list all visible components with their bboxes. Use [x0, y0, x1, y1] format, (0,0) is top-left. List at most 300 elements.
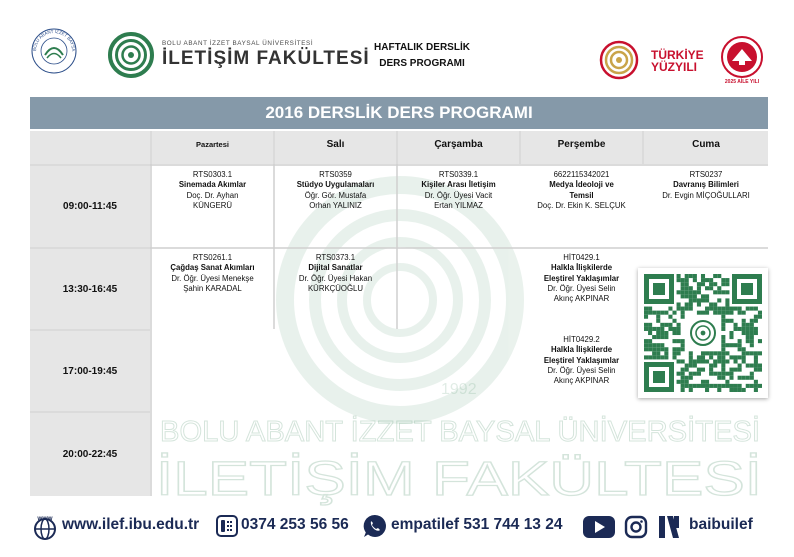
qr-module: [656, 315, 660, 319]
qr-module: [644, 307, 648, 311]
qr-module: [693, 294, 697, 298]
qr-module: [729, 311, 733, 315]
instagram-icon[interactable]: [624, 515, 648, 539]
qr-module: [729, 368, 733, 372]
qr-module: [721, 307, 725, 311]
qr-module: [697, 368, 701, 372]
qr-module: [729, 372, 733, 376]
qr-module: [664, 355, 668, 359]
qr-module: [652, 327, 656, 331]
qr-module: [701, 359, 705, 363]
qr-module: [681, 339, 685, 343]
qr-module: [705, 380, 709, 384]
qr-module: [734, 368, 738, 372]
qr-module: [697, 359, 701, 363]
qr-module: [725, 351, 729, 355]
qr-module: [677, 290, 681, 294]
qr-module: [644, 327, 648, 331]
qr-module: [672, 339, 676, 343]
qr-module: [713, 274, 717, 278]
qr-module: [725, 343, 729, 347]
course-teacher: Dr. Öğr. Üyesi Menekşe: [171, 273, 254, 283]
qr-module: [721, 343, 725, 347]
website-link[interactable]: www.ilef.ibu.edu.tr: [62, 516, 200, 533]
course-teacher: Akınç AKPINAR: [553, 294, 610, 304]
qr-module: [648, 343, 652, 347]
qr-module: [660, 311, 664, 315]
qr-module: [705, 286, 709, 290]
qr-module: [713, 384, 717, 388]
qr-module: [705, 278, 709, 282]
qr-module: [750, 331, 754, 335]
qr-module: [689, 364, 693, 368]
qr-module: [746, 331, 750, 335]
qr-module: [750, 339, 754, 343]
qr-module: [701, 274, 705, 278]
course-teacher: Akınç AKPINAR: [553, 376, 610, 386]
course-code: RTS0303.1: [192, 170, 233, 179]
qr-module: [693, 359, 697, 363]
qr-module: [705, 359, 709, 363]
qr-module: [648, 355, 652, 359]
qr-module: [672, 327, 676, 331]
course-name-continued: Eleştirel Yaklaşımlar: [543, 273, 620, 283]
qr-module: [746, 351, 750, 355]
qr-code[interactable]: [638, 268, 768, 398]
qr-module: [758, 351, 762, 355]
qr-module: [721, 278, 725, 282]
course-code: RTS0373.1: [315, 253, 356, 262]
qr-module: [656, 355, 660, 359]
qr-module: [681, 315, 685, 319]
qr-module: [721, 384, 725, 388]
qr-module: [742, 319, 746, 323]
nsosyal-icon[interactable]: [656, 514, 682, 540]
qr-module: [672, 311, 676, 315]
qr-module: [742, 323, 746, 327]
qr-module: [677, 339, 681, 343]
qr-module: [721, 311, 725, 315]
qr-module: [656, 347, 660, 351]
qr-module: [721, 290, 725, 294]
qr-module: [709, 282, 713, 286]
course-code: RTS0237: [689, 170, 723, 179]
qr-module: [664, 351, 668, 355]
qr-module: [738, 355, 742, 359]
qr-module: [717, 388, 721, 392]
qr-module: [697, 372, 701, 376]
qr-module: [758, 311, 762, 315]
qr-module: [681, 376, 685, 380]
qr-module: [713, 290, 717, 294]
watermark-year: 1992: [441, 381, 477, 398]
time-slot-4: 20:00-22:45: [30, 413, 150, 496]
qr-module: [729, 319, 733, 323]
qr-module: [738, 327, 742, 331]
qr-module: [656, 335, 660, 339]
qr-module: [721, 355, 725, 359]
qr-module: [681, 282, 685, 286]
qr-module: [750, 351, 754, 355]
qr-module: [681, 372, 685, 376]
qr-module: [754, 351, 758, 355]
time-slot-2: 13:30-16:45: [30, 249, 150, 329]
qr-module: [717, 311, 721, 315]
qr-module: [750, 343, 754, 347]
qr-module: [664, 335, 668, 339]
qr-module: [750, 323, 754, 327]
qr-module: [729, 376, 733, 380]
qr-module: [652, 335, 656, 339]
qr-module: [734, 355, 738, 359]
qr-module: [721, 282, 725, 286]
qr-module: [689, 388, 693, 392]
qr-module: [685, 380, 689, 384]
yuzyili-line: YÜZYILI: [651, 60, 698, 74]
qr-module: [709, 351, 713, 355]
qr-module: [721, 315, 725, 319]
qr-module: [656, 311, 660, 315]
qr-module: [713, 364, 717, 368]
qr-module: [648, 307, 652, 311]
qr-module: [689, 384, 693, 388]
qr-module: [754, 380, 758, 384]
qr-module: [709, 355, 713, 359]
qr-module: [672, 331, 676, 335]
qr-module: [701, 294, 705, 298]
qr-module: [648, 331, 652, 335]
qr-module: [660, 347, 664, 351]
qr-module: [693, 278, 697, 282]
time-slot-3: 17:00-19:45: [30, 331, 150, 411]
qr-module: [677, 372, 681, 376]
qr-module: [750, 384, 754, 388]
qr-module: [656, 343, 660, 347]
qr-module: [693, 364, 697, 368]
family-year-logo-icon: [717, 33, 767, 85]
qr-module: [709, 368, 713, 372]
qr-module: [729, 384, 733, 388]
qr-module: [681, 359, 685, 363]
qr-module: [681, 368, 685, 372]
qr-module: [656, 327, 660, 331]
qr-module: [725, 372, 729, 376]
qr-module: [717, 286, 721, 290]
qr-module: [644, 355, 648, 359]
qr-module: [721, 347, 725, 351]
faculty-logo-icon: [107, 31, 155, 79]
qr-module: [725, 278, 729, 282]
qr-module: [672, 347, 676, 351]
qr-module: [681, 380, 685, 384]
qr-module: [705, 307, 709, 311]
qr-module: [685, 294, 689, 298]
qr-module: [648, 339, 652, 343]
qr-module: [758, 315, 762, 319]
qr-module: [677, 359, 681, 363]
qr-module: [742, 327, 746, 331]
qr-module: [717, 384, 721, 388]
qr-module: [681, 290, 685, 294]
youtube-icon[interactable]: [582, 515, 616, 539]
course-teacher: Dr. Öğr. Üyesi Selin: [547, 283, 616, 293]
qr-module: [721, 327, 725, 331]
qr-module: [689, 274, 693, 278]
qr-module: [754, 327, 758, 331]
qr-module: [677, 327, 681, 331]
globe-icon-label: www: [37, 515, 53, 522]
qr-module: [685, 278, 689, 282]
qr-module: [721, 323, 725, 327]
qr-module: [717, 290, 721, 294]
qr-module: [717, 351, 721, 355]
course-name-continued: Temsil: [569, 190, 594, 200]
qr-module: [738, 339, 742, 343]
qr-module: [721, 335, 725, 339]
qr-module: [677, 274, 681, 278]
qr-module: [725, 319, 729, 323]
qr-module: [685, 290, 689, 294]
qr-module: [701, 384, 705, 388]
course-name: Halkla İlişkilerde: [550, 263, 613, 273]
course-teacher: KÜNGERÜ: [193, 200, 232, 210]
qr-module: [738, 343, 742, 347]
qr-module: [750, 372, 754, 376]
qr-module: [705, 311, 709, 315]
qr-module: [742, 388, 746, 392]
qr-module: [713, 359, 717, 363]
qr-module: [697, 384, 701, 388]
qr-module: [685, 307, 689, 311]
qr-module: [725, 290, 729, 294]
qr-module: [717, 359, 721, 363]
qr-module: [689, 351, 693, 355]
qr-module: [717, 376, 721, 380]
qr-module: [689, 290, 693, 294]
document-title-line1: HAFTALIK DERSLİK: [374, 42, 470, 53]
qr-module: [697, 298, 701, 302]
day-header-friday: Cuma: [644, 131, 768, 164]
qr-module: [709, 307, 713, 311]
qr-module: [734, 384, 738, 388]
qr-module: [689, 294, 693, 298]
qr-module: [693, 274, 697, 278]
course-code: HİT0429.1: [563, 253, 600, 262]
qr-module: [652, 355, 656, 359]
course-teacher: Orhan YALINIZ: [309, 200, 362, 210]
document-title: [372, 40, 472, 72]
qr-module: [660, 327, 664, 331]
qr-module: [738, 311, 742, 315]
qr-module: [697, 302, 701, 306]
qr-module: [725, 298, 729, 302]
qr-module: [709, 302, 713, 306]
turkiye-yuzyili-logo-icon: [597, 38, 649, 82]
qr-module: [660, 331, 664, 335]
phone-icon: [215, 514, 239, 538]
course-code: RTS0261.1: [192, 253, 233, 262]
day-header-monday: Pazartesi: [152, 131, 273, 164]
course-teacher: Dr. Evgin MİÇOĞULLARI: [662, 190, 750, 200]
qr-module: [721, 319, 725, 323]
course-name: Halkla İlişkilerde: [550, 345, 613, 355]
qr-module: [693, 298, 697, 302]
university-seal-icon: [30, 27, 78, 75]
qr-module: [668, 315, 672, 319]
qr-module: [750, 364, 754, 368]
qr-module: [697, 286, 701, 290]
qr-module: [660, 335, 664, 339]
qr-module: [652, 351, 656, 355]
qr-module: [729, 388, 733, 392]
qr-module: [689, 372, 693, 376]
qr-module: [713, 311, 717, 315]
course-code: RTS0339.1: [438, 170, 479, 179]
qr-module: [672, 319, 676, 323]
qr-module: [648, 327, 652, 331]
social-handle[interactable]: baibuilef: [689, 516, 753, 533]
qr-module: [644, 323, 648, 327]
qr-module: [644, 343, 648, 347]
course-name: Sinemada Akımlar: [178, 180, 247, 190]
qr-module: [677, 307, 681, 311]
qr-module: [754, 331, 758, 335]
qr-module: [721, 372, 725, 376]
qr-module: [738, 388, 742, 392]
qr-module: [668, 307, 672, 311]
qr-module: [644, 347, 648, 351]
page-footer: [0, 508, 794, 548]
qr-module: [725, 359, 729, 363]
turkiye-line: TÜRKİYE: [651, 48, 704, 62]
qr-module: [750, 307, 754, 311]
qr-module: [717, 298, 721, 302]
qr-module: [701, 282, 705, 286]
qr-module: [721, 351, 725, 355]
qr-module: [677, 302, 681, 306]
qr-module: [689, 359, 693, 363]
qr-module: [721, 368, 725, 372]
qr-module: [664, 323, 668, 327]
course-name: Dijital Sanatlar: [308, 263, 363, 273]
qr-module: [705, 384, 709, 388]
qr-module: [754, 364, 758, 368]
qr-module: [725, 302, 729, 306]
qr-module: [713, 307, 717, 311]
course-teacher: Dr. Öğr. Üyesi Vacit: [424, 190, 493, 200]
seal-text: BOLU ABANT İZZET BAYSA: [31, 28, 77, 52]
qr-module: [652, 311, 656, 315]
qr-module: [685, 364, 689, 368]
qr-module: [742, 347, 746, 351]
qr-module: [697, 355, 701, 359]
qr-module: [725, 307, 729, 311]
qr-module: [725, 384, 729, 388]
qr-module: [681, 388, 685, 392]
qr-module: [681, 307, 685, 311]
qr-module: [750, 376, 754, 380]
qr-module: [734, 307, 738, 311]
qr-module: [717, 307, 721, 311]
day-header-tuesday: Salı: [275, 131, 396, 164]
qr-module: [681, 347, 685, 351]
qr-module: [685, 282, 689, 286]
qr-module: [713, 351, 717, 355]
course-name: Kişiler Arası İletişim: [421, 180, 496, 190]
qr-module: [685, 274, 689, 278]
qr-module: [725, 380, 729, 384]
qr-module: [656, 351, 660, 355]
qr-module: [705, 298, 709, 302]
qr-module: [668, 327, 672, 331]
qr-module: [660, 343, 664, 347]
qr-module: [746, 335, 750, 339]
qr-module: [754, 368, 758, 372]
qr-module: [685, 286, 689, 290]
phone-number[interactable]: 0374 253 56 56: [241, 516, 349, 533]
qr-module: [705, 294, 709, 298]
qr-code-graphic: [638, 268, 768, 398]
qr-module: [713, 302, 717, 306]
qr-module: [746, 307, 750, 311]
qr-module: [689, 307, 693, 311]
qr-module: [677, 380, 681, 384]
qr-module: [652, 347, 656, 351]
qr-module: [709, 364, 713, 368]
qr-module: [754, 355, 758, 359]
qr-module: [644, 315, 648, 319]
course-code: RTS0359: [319, 170, 352, 179]
qr-module: [693, 372, 697, 376]
qr-module: [648, 347, 652, 351]
qr-module: [750, 335, 754, 339]
course-name: Davranış Bilimleri: [673, 180, 739, 190]
qr-module: [660, 323, 664, 327]
qr-module: [697, 290, 701, 294]
qr-module: [738, 347, 742, 351]
qr-module: [750, 327, 754, 331]
whatsapp-contact[interactable]: empatilef 531 744 13 24: [391, 516, 563, 533]
qr-module: [648, 323, 652, 327]
qr-module: [701, 351, 705, 355]
qr-module: [660, 355, 664, 359]
qr-module: [685, 302, 689, 306]
qr-module: [742, 355, 746, 359]
qr-module: [689, 355, 693, 359]
qr-module: [729, 331, 733, 335]
qr-module: [697, 311, 701, 315]
qr-module: [742, 311, 746, 315]
qr-module: [644, 311, 648, 315]
qr-module: [689, 302, 693, 306]
qr-module: [721, 364, 725, 368]
qr-module: [742, 351, 746, 355]
course-teacher: Şahin KARADAL: [183, 283, 242, 293]
qr-module: [754, 307, 758, 311]
qr-module: [677, 347, 681, 351]
qr-module: [689, 286, 693, 290]
qr-module: [693, 384, 697, 388]
qr-module: [742, 359, 746, 363]
qr-module: [705, 388, 709, 392]
qr-module: [668, 323, 672, 327]
qr-module: [672, 355, 676, 359]
qr-module: [734, 343, 738, 347]
qr-module: [738, 307, 742, 311]
qr-module: [685, 376, 689, 380]
qr-module: [693, 290, 697, 294]
qr-module: [729, 343, 733, 347]
